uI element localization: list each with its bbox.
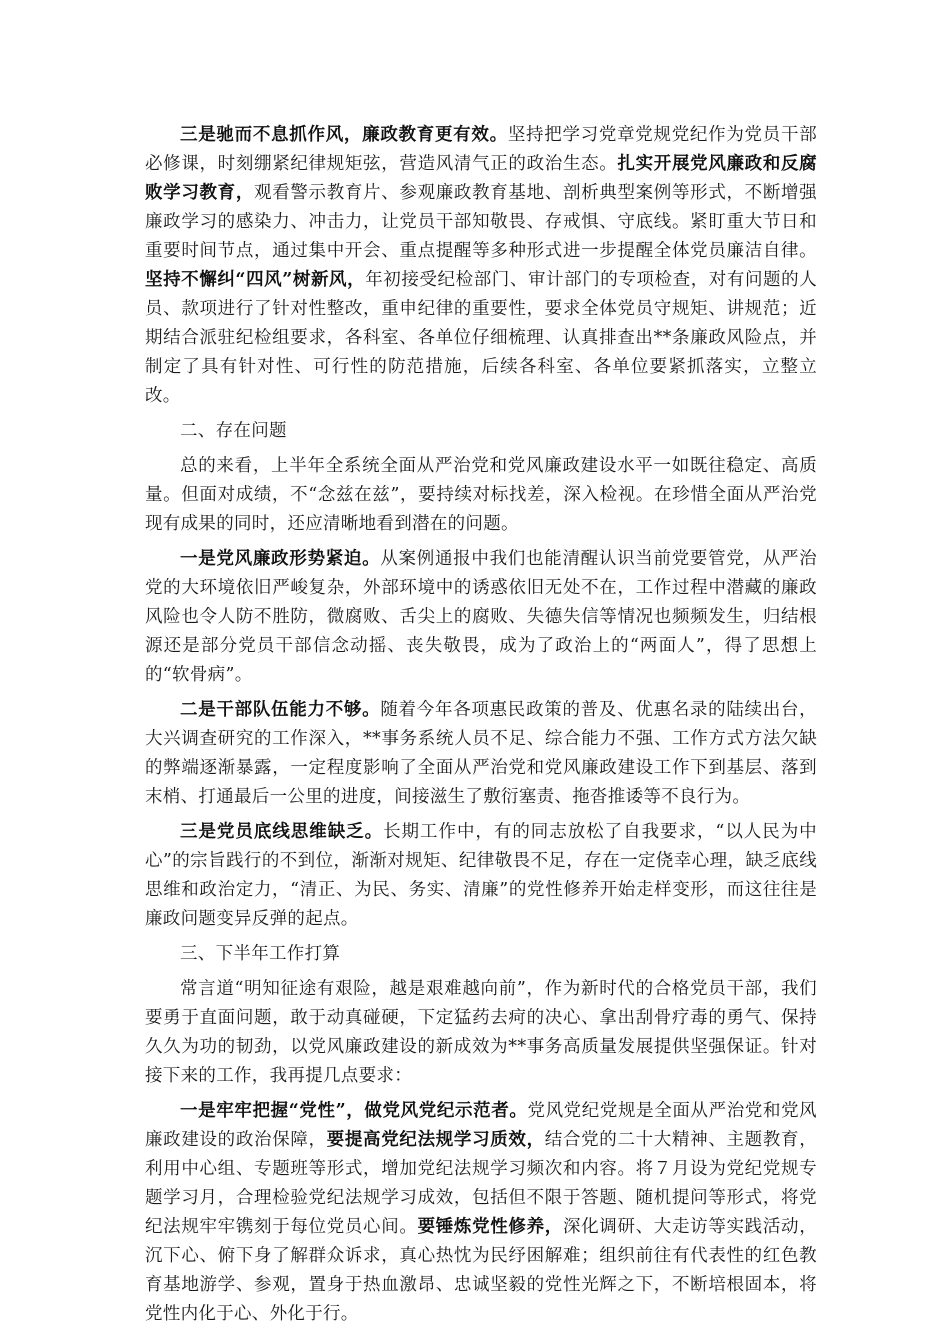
paragraph-run: 一是党风廉政形势紧迫。 <box>180 549 381 569</box>
paragraph-problem-1 <box>145 545 817 690</box>
paragraph-run: 二是干部队伍能力不够。 <box>180 700 381 720</box>
paragraph-run: 坚持不懈纠“四风”树新风， <box>145 270 366 290</box>
paragraph-run: 结合党的二十大精神、主题教育，利用中心组、专题班等形式，增加党纪法规学习频次和内容。将７月设为党纪党规专题学习月，合理检验党纪法规学习成效，包括但不限于答题、随机提问等形式，将党纪法规牢牢镌刻于每位党员心间。 <box>145 1130 817 1237</box>
paragraph-plans-intro <box>145 975 817 1091</box>
paragraph-run: 三是驰而不息抓作风，廉政教育更有效。 <box>180 125 508 145</box>
paragraph-run: 扎实开展党风廉政和反腐败学习教育， <box>145 154 817 203</box>
paragraph-problem-2 <box>145 696 817 812</box>
paragraph-overview <box>145 452 817 539</box>
paragraph-run: 三是党员底线思维缺乏。 <box>180 822 384 842</box>
paragraph-run: 要提高党纪法规学习质效， <box>326 1130 545 1150</box>
document-body <box>145 121 817 1335</box>
paragraph-run: 三、下半年工作打算 <box>180 944 341 964</box>
paragraph-work-style <box>145 121 817 411</box>
paragraph-run: 深化调研、大走访等实践活动，沉下心、俯下身了解群众诉求，真心热忱为民纾困解难；组织前往有代表性的红色教育基地游学、参观，置身于热血激昂、忠诚坚毅的党性光辉之下，不断培根固本，将党性内化于心、外化于行。 <box>145 1217 817 1324</box>
paragraph-run: 二、存在问题 <box>180 421 287 441</box>
paragraph-run: 从案例通报中我们也能清醒认识当前党要管党，从严治党的大环境依旧严峻复杂，外部环境中的诱惑依旧无处不在，工作过程中潜藏的廉政风险也令人防不胜防，微腐败、舌尖上的腐败、失德失信等情况也频频发生，归结根源还是部分党员干部信念动摇、丧失敬畏，成为了政治上的“两面人”，得了思想上的“软骨病”。 <box>145 549 817 685</box>
section-heading-problems <box>145 417 817 446</box>
paragraph-run: 一是牢牢把握“党性”，做党风党纪示范者。 <box>180 1101 528 1121</box>
paragraph-run: 党风党纪党规是全面从严治党和党风廉政建设的政治保障， <box>145 1101 817 1150</box>
paragraph-run: 随着今年各项惠民政策的普及、优惠名录的陆续出台，大兴调查研究的工作深入，**事务系统人员不足、综合能力不强、工作方式方法欠缺的弊端逐渐暴露，一定程度影响了全面从严治党和党风廉政建设工作下到基层、落到末梢、打通最后一公里的进度，间接滋生了敷衍塞责、拖沓推诿等不良行为。 <box>145 700 817 807</box>
section-heading-plans <box>145 940 817 969</box>
paragraph-problem-3 <box>145 818 817 934</box>
paragraph-run: 要锤炼党性修养， <box>417 1217 563 1237</box>
paragraph-run: 长期工作中，有的同志放松了自我要求，“以人民为中心”的宗旨践行的不到位，渐渐对规矩、纪律敬畏不足，存在一定侥幸心理，缺乏底线思维和政治定力，“清正、为民、务实、清廉”的党性修养开始走样变形，而这往往是廉政问题变异反弹的起点。 <box>145 822 817 929</box>
paragraph-run: 坚持把学习党章党规党纪作为党员干部必修课，时刻绷紧纪律规矩弦，营造风清气正的政治生态。 <box>145 125 817 174</box>
paragraph-plan-1 <box>145 1097 817 1329</box>
paragraph-run: 年初接受纪检部门、审计部门的专项检查，对有问题的人员、款项进行了针对性整改，重申纪律的重要性，要求全体党员守规矩、讲规范；近期结合派驻纪检组要求，各科室、各单位仔细梳理、认真排查出**条廉政风险点，并制定了具有针对性、可行性的防范措施，后续各科室、各单位要紧抓落实，立整立改。 <box>145 270 818 406</box>
paragraph-run: 观看警示教育片、参观廉政教育基地、剖析典型案例等形式，不断增强廉政学习的感染力、冲击力，让党员干部知敬畏、存戒惧、守底线。紧盯重大节日和重要时间节点，通过集中开会、重点提醒等多种形式进一步提醒全体党员廉洁自律。 <box>145 183 817 261</box>
paragraph-run: 常言道“明知征途有艰险，越是艰难越向前”，作为新时代的合格党员干部，我们要勇于直面问题，敢于动真碰硬，下定猛药去疴的决心、拿出刮骨疗毒的勇气、保持久久为功的韧劲，以党风廉政建设的新成效为**事务高质量发展提供坚强保证。针对接下来的工作，我再提几点要求： <box>145 979 817 1086</box>
paragraph-run: 总的来看，上半年全系统全面从严治党和党风廉政建设水平一如既往稳定、高质量。但面对成绩，不“念兹在兹”，要持续对标找差，深入检视。在珍惜全面从严治党现有成果的同时，还应清晰地看到潜在的问题。 <box>145 456 817 534</box>
